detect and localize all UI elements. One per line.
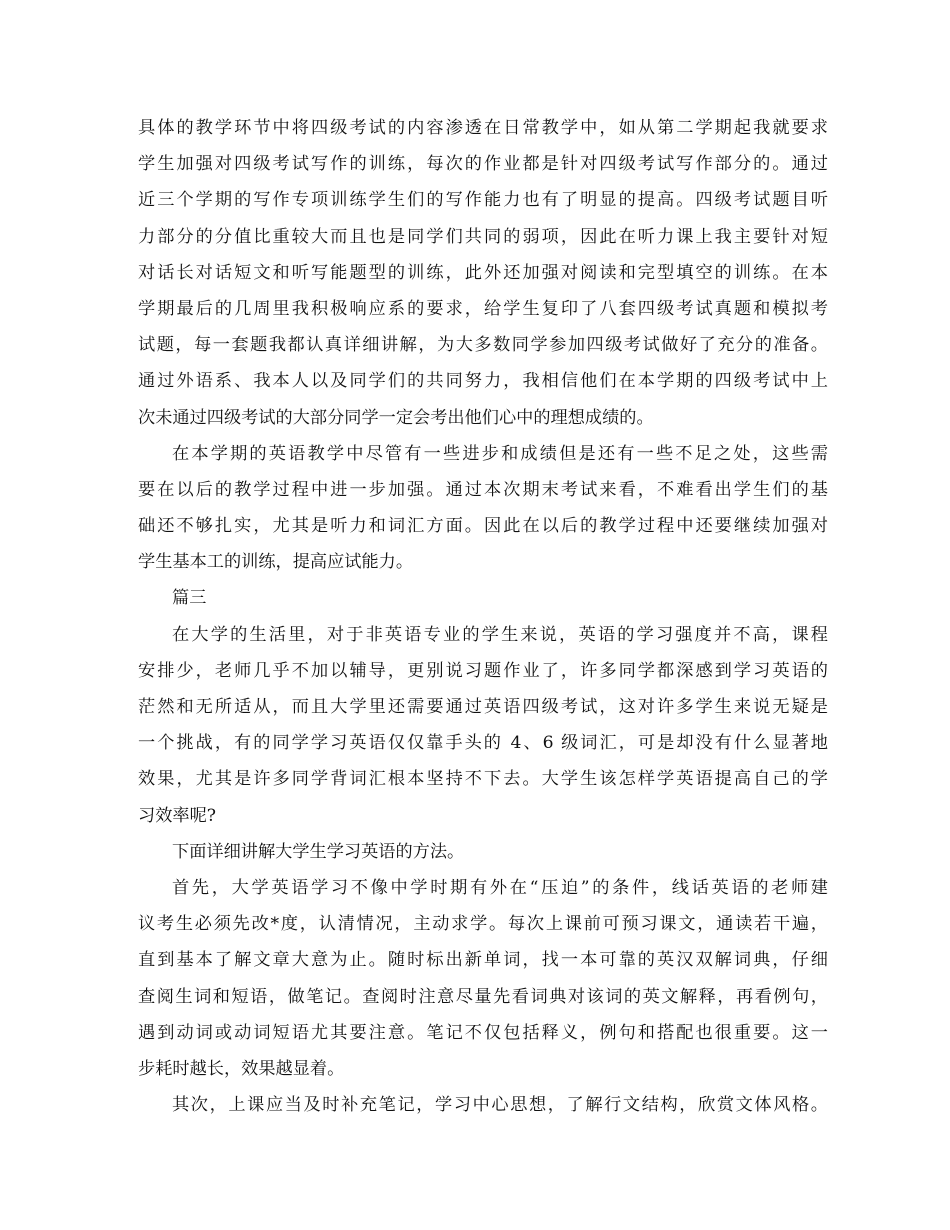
text-line: 础还不够扎实，尤其是听力和词汇方面。因此在以后的教学过程中还要继续加强对 <box>138 516 828 537</box>
paragraph <box>138 436 828 581</box>
paragraph <box>138 110 828 436</box>
text-line: 查阅生词和短语，做笔记。查阅时注意尽量先看词典对该词的英文解释，再看例句， <box>138 986 828 1007</box>
paragraph <box>138 1087 828 1123</box>
paragraph <box>138 617 828 834</box>
text-line: 首先，大学英语学习不像中学时期有外在“压迫”的条件，线话英语的老师建 <box>172 877 828 898</box>
text-line: 通过外语系、我本人以及同学们的共同努力，我相信他们在本学期的四级考试中上 <box>138 371 828 392</box>
paragraph <box>138 834 828 870</box>
paragraph <box>138 870 828 1087</box>
text-line: 效果，尤其是许多同学背词汇根本坚持不下去。大学生该怎样学英语提高自己的学 <box>138 769 828 790</box>
text-line: 议考生必须先改*度，认清情况，主动求学。每次上课前可预习课文，通读若干遍， <box>138 914 828 935</box>
text-line: 次未通过四级考试的大部分同学一定会考出他们心中的理想成绩的。 <box>138 407 654 428</box>
text-line: 下面详细讲解大学生学习英语的方法。 <box>172 841 465 862</box>
text-line: 具体的教学环节中将四级考试的内容渗透在日常教学中，如从第二学期起我就要求 <box>138 118 828 138</box>
text-line: 试题，每一套题我都认真详细讲解，为大多数同学参加四级考试做好了充分的准备。 <box>138 335 828 356</box>
text-line: 近三个学期的写作专项训练学生们的写作能力也有了明显的提高。四级考试题目听 <box>138 190 828 211</box>
text-line: 学生基本工的训练，提高应试能力。 <box>138 552 414 573</box>
text-line: 习效率呢? <box>138 805 216 826</box>
text-line: 在大学的生活里，对于非英语专业的学生来说，英语的学习强度并不高，课程 <box>172 624 828 645</box>
heading-text: 篇三 <box>172 588 207 609</box>
document-body <box>138 110 828 1123</box>
text-line: 要在以后的教学过程中进一步加强。通过本次期末考试来看，不难看出学生们的基 <box>138 479 828 500</box>
text-line: 茫然和无所适从，而且大学里还需要通过英语四级考试，这对许多学生来说无疑是 <box>138 697 828 717</box>
text-line: 遇到动词或动词短语尤其要注意。笔记不仅包括释义，例句和搭配也很重要。这一 <box>138 1022 828 1043</box>
text-line: 力部分的分值比重较大而且也是同学们共同的弱项，因此在听力课上我主要针对短 <box>138 226 828 247</box>
text-line: 其次，上课应当及时补充笔记，学习中心思想，了解行文结构，欣赏文体风格。 <box>172 1095 828 1116</box>
text-line: 在本学期的英语教学中尽管有一些进步和成绩但是还有一些不足之处，这些需 <box>172 443 828 464</box>
text-line: 直到基本了解文章大意为止。随时标出新单词，找一本可靠的英汉双解词典，仔细 <box>138 950 828 971</box>
text-line: 步耗时越长，效果越显着。 <box>138 1058 345 1079</box>
text-line: 学生加强对四级考试写作的训练，每次的作业都是针对四级考试写作部分的。通过 <box>138 154 828 175</box>
section-heading <box>138 580 828 616</box>
text-line: 对话长对话短文和听写能题型的训练，此外还加强对阅读和完型填空的训练。在本 <box>138 262 828 283</box>
text-line: 安排少，老师几乎不加以辅导，更别说习题作业了，许多同学都深感到学习英语的 <box>138 660 828 681</box>
text-line: 学期最后的几周里我积极响应系的要求，给学生复印了八套四级考试真题和模拟考 <box>138 298 828 319</box>
text-line: 一个挑战，有的同学学习英语仅仅靠手头的 4、6 级词汇，可是却没有什么显著地 <box>138 733 828 754</box>
